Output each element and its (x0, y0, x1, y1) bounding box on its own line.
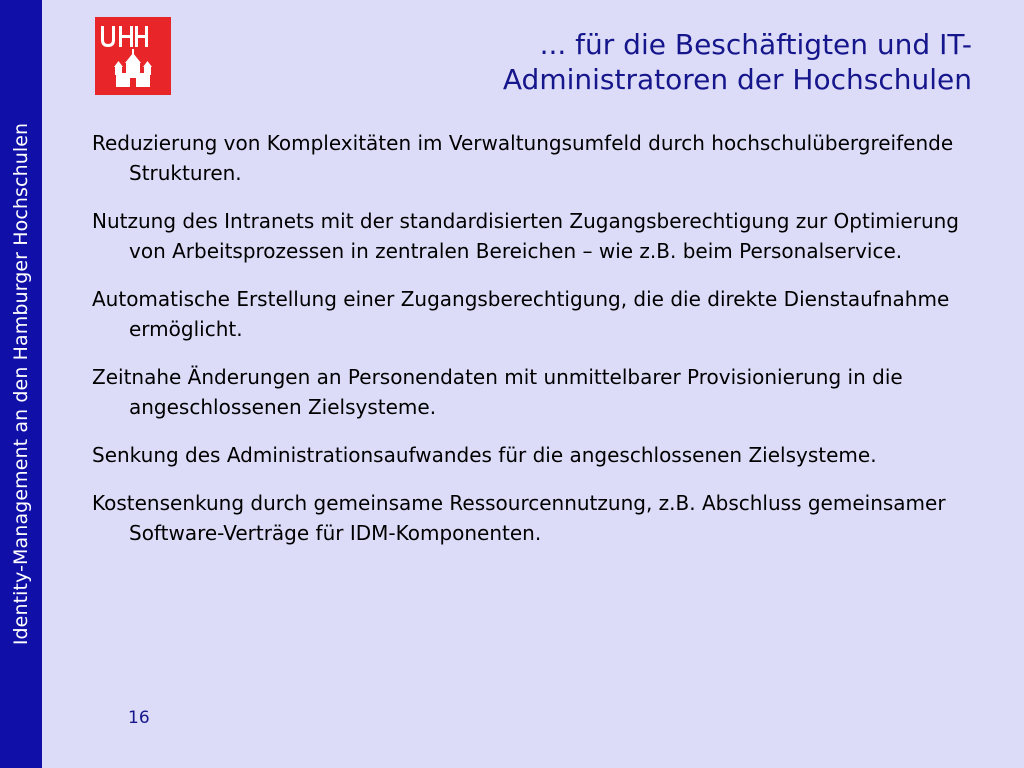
sidebar (0, 0, 42, 768)
paragraph: Nutzung des Intranets mit der standardisierten Zugangsberechtigung zur Optimierung von Arbeitsprozessen in zentralen Bereichen – wie z.B. beim Personalservice. (92, 209, 960, 263)
paragraph: Kostensenkung durch gemeinsame Ressourcennutzung, z.B. Abschluss gemeinsamer Software-Verträge für IDM-Komponenten. (92, 491, 946, 545)
uhh-logo (95, 17, 171, 95)
page-number: 16 (128, 708, 150, 728)
paragraph: Reduzierung von Komplexitäten im Verwaltungsumfeld durch hochschulübergreifende Strukturen. (92, 131, 954, 185)
paragraph: Automatische Erstellung einer Zugangsberechtigung, die die direkte Dienstaufnahme ermöglicht. (92, 287, 950, 341)
paragraph: Zeitnahe Änderungen an Personendaten mit unmittelbarer Provisionierung in die angeschlossenen Zielsysteme. (92, 365, 903, 419)
content-body (92, 128, 972, 566)
slide-title-line-1: ... für die Beschäftigten und IT- (539, 28, 972, 61)
slide-title-line-2: Administratoren der Hochschulen (502, 63, 972, 96)
paragraph: Senkung des Administrationsaufwandes für die angeschlossenen Zielsysteme. (92, 443, 877, 467)
sidebar-title: Identity-Management an den Hamburger Hochschulen (10, 122, 32, 646)
slide-title (352, 27, 972, 97)
uhh-logo-icon (95, 17, 171, 95)
